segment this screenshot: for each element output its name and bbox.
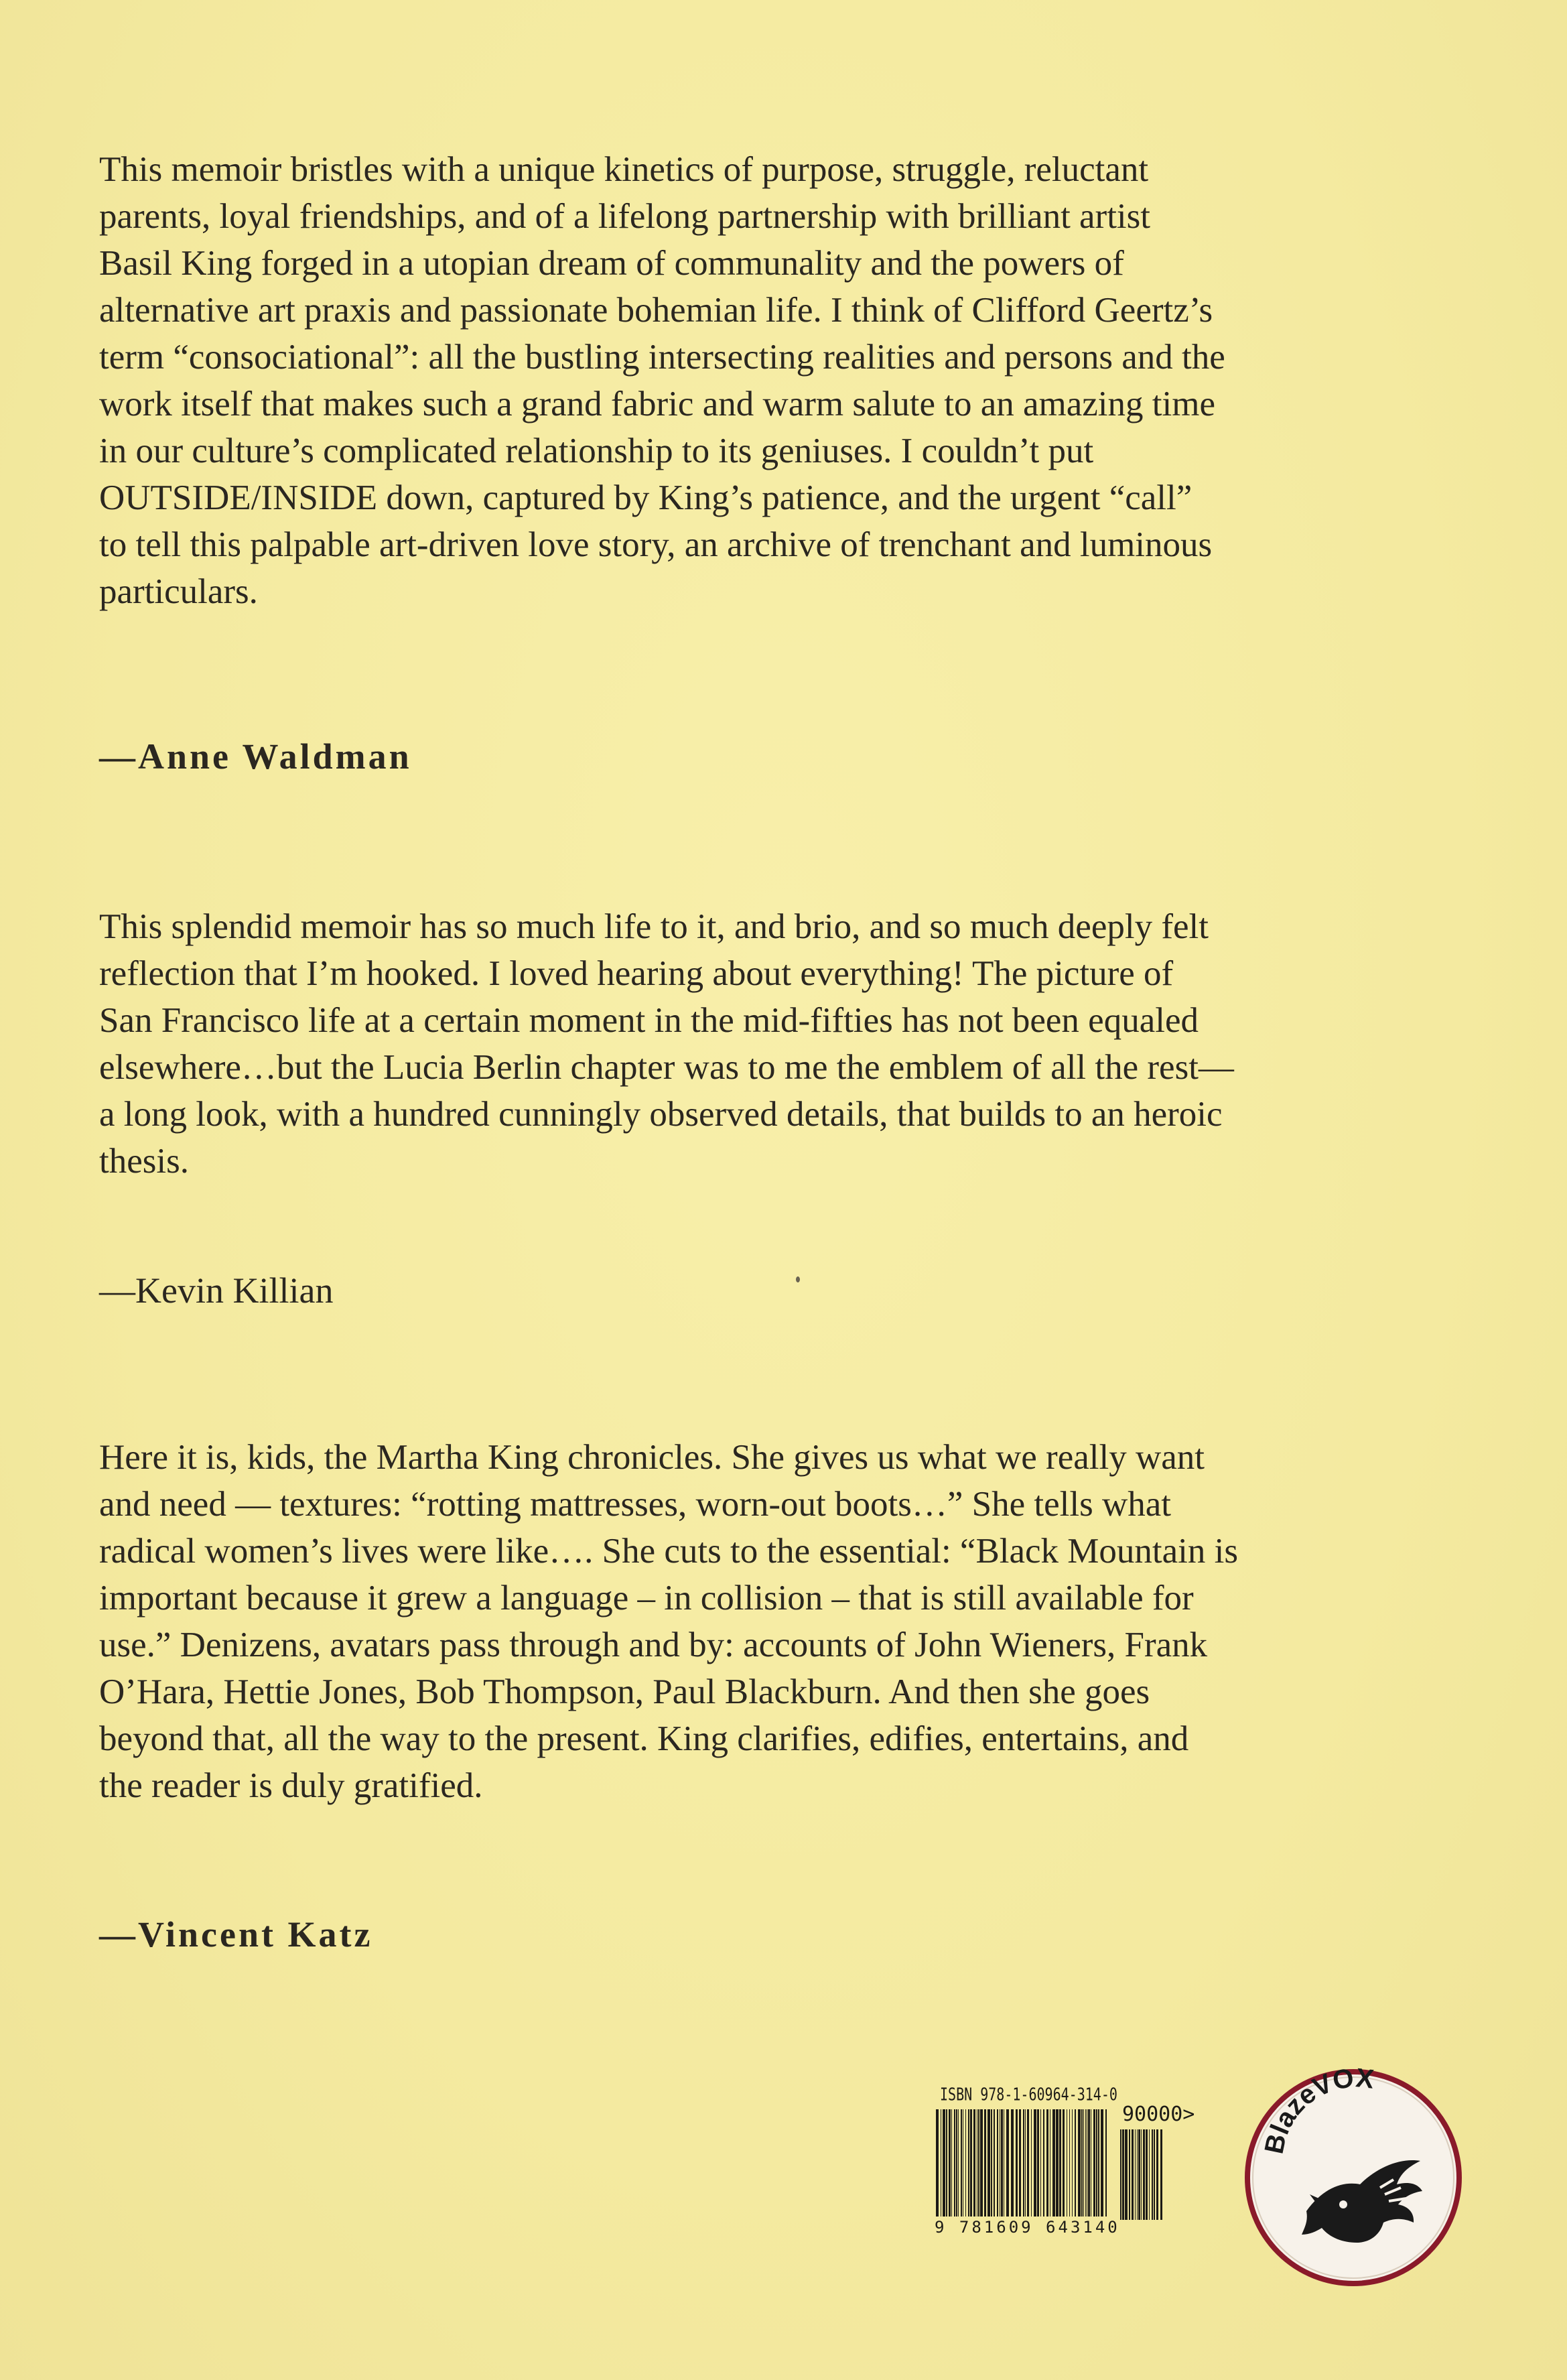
- barcode-bar: [1023, 2109, 1024, 2217]
- barcode-bar: [1154, 2129, 1155, 2220]
- barcode-bar: [1019, 2109, 1021, 2217]
- barcode-bar: [1072, 2109, 1073, 2217]
- blurb-line: the reader is duly gratified.: [99, 1766, 483, 1805]
- barcode-bar: [994, 2109, 995, 2217]
- blurb-line: a long look, with a hundred cunningly observed details, that builds to an heroic: [99, 1095, 1223, 1134]
- barcode-bar: [1125, 2129, 1128, 2220]
- barcode-bar: [1152, 2129, 1153, 2220]
- paper-speck: [796, 1276, 800, 1282]
- barcode-bar: [1056, 2109, 1059, 2217]
- blurb-author: —Anne Waldman: [99, 736, 412, 777]
- blurb-line: to tell this palpable art-driven love story, an archive of trenchant and luminous: [99, 525, 1213, 564]
- addon-barcode-bars: [1119, 2129, 1167, 2220]
- barcode-bar: [1006, 2109, 1009, 2217]
- barcode-bar: [1146, 2129, 1148, 2220]
- barcode-bar: [1069, 2109, 1070, 2217]
- barcode-bar: [1129, 2129, 1130, 2220]
- barcode-bar: [997, 2109, 998, 2217]
- blurb-line: Here it is, kids, the Martha King chronicles. She gives us what we really want: [99, 1438, 1205, 1477]
- blurb-anne-waldman: [99, 146, 1446, 615]
- blurb-line: OUTSIDE/INSIDE down, captured by King’s patience, and the urgent “call”: [99, 478, 1193, 517]
- barcode-bar: [1075, 2109, 1076, 2217]
- barcode-bar: [1034, 2109, 1036, 2217]
- publisher-name: BlazeVOX: [1259, 2067, 1375, 2157]
- blurb-line: reflection that I’m hooked. I loved hearing about everything! The picture of: [99, 954, 1174, 993]
- barcode-bar: [1037, 2109, 1039, 2217]
- barcode-bar: [956, 2109, 957, 2217]
- blurb-line: particulars.: [99, 572, 258, 611]
- barcode-bar: [1096, 2109, 1097, 2217]
- isbn-barcode: [935, 2084, 1243, 2245]
- barcode-bar: [1132, 2129, 1134, 2220]
- barcode-bar: [1043, 2109, 1044, 2217]
- barcode-bar: [1160, 2129, 1162, 2220]
- blurb-line: work itself that makes such a grand fabric and warm salute to an amazing time: [99, 385, 1215, 423]
- blurb-line: important because it grew a language – in collision – that is still available for: [99, 1579, 1194, 1617]
- barcode-bar: [958, 2109, 959, 2217]
- blurb-author: —Kevin Killian: [99, 1270, 334, 1311]
- barcode-digits: 9 781609 643140: [935, 2218, 1120, 2237]
- barcode-bar: [978, 2109, 979, 2217]
- barcode-bar: [1083, 2109, 1084, 2217]
- barcode-bar: [970, 2109, 972, 2217]
- blurb-line: radical women’s lives were like…. She cuts to the essential: “Black Mountain is: [99, 1532, 1239, 1571]
- barcode-bar: [1063, 2109, 1065, 2217]
- barcode-bar: [980, 2109, 983, 2217]
- barcode-bar: [1085, 2109, 1086, 2217]
- blurb-line: San Francisco life at a certain moment in the mid-fifties has not been equaled: [99, 1001, 1199, 1040]
- blurb-line: elsewhere…but the Lucia Berlin chapter was to me the emblem of all the rest—: [99, 1048, 1234, 1087]
- barcode-bar: [1156, 2129, 1158, 2220]
- barcode-bar: [1040, 2109, 1041, 2217]
- blurb-author: —Vincent Katz: [99, 1914, 373, 1955]
- barcode-bar: [1101, 2109, 1103, 2217]
- barcode-bar: [1011, 2109, 1014, 2217]
- blurb-line: This memoir bristles with a unique kinetics of purpose, struggle, reluctant: [99, 150, 1149, 189]
- barcode-bar: [1088, 2109, 1090, 2217]
- price-code: 90000>: [1122, 2103, 1195, 2126]
- barcode-bar: [984, 2109, 986, 2217]
- barcode-bar: [1001, 2109, 1003, 2217]
- blurb-line: in our culture’s complicated relationship to its geniuses. I couldn’t put: [99, 432, 1094, 470]
- blurb-vincent-katz: [99, 1434, 1446, 1809]
- barcode-bar: [991, 2109, 992, 2217]
- barcode-bar: [954, 2109, 955, 2217]
- publisher-logo: [1243, 2067, 1464, 2288]
- barcode-bar: [1093, 2109, 1095, 2217]
- blurb-line: use.” Denizens, avatars pass through and by: accounts of John Wieners, Frank: [99, 1626, 1208, 1664]
- barcode-bar: [1149, 2129, 1150, 2220]
- barcode-bar: [968, 2109, 969, 2217]
- barcode-bar: [936, 2109, 939, 2217]
- barcode-bar: [1143, 2129, 1145, 2220]
- barcode-bar: [1016, 2109, 1018, 2217]
- blurb-line: beyond that, all the way to the present. King clarifies, edifies, entertains, and: [99, 1719, 1189, 1758]
- barcode-bar: [1105, 2109, 1107, 2217]
- barcode-bar: [1137, 2129, 1138, 2220]
- isbn-label: ISBN 978-1-60964-314-0: [940, 2084, 1117, 2105]
- barcode-bar: [1059, 2109, 1061, 2217]
- barcode-bar: [961, 2109, 962, 2217]
- barcode-bar: [965, 2109, 966, 2217]
- blurb-line: O’Hara, Hettie Jones, Bob Thompson, Paul Blackburn. And then she goes: [99, 1672, 1150, 1711]
- blurb-line: Basil King forged in a utopian dream of communality and the powers of: [99, 244, 1124, 283]
- blurb-line: This splendid memoir has so much life to it, and brio, and so much deeply felt: [99, 907, 1209, 946]
- blurb-line: term “consociational”: all the bustling intersecting realities and persons and the: [99, 338, 1225, 377]
- barcode-bar: [1078, 2109, 1081, 2217]
- blurb-kevin-killian: [99, 903, 1446, 1185]
- barcode-bars: [935, 2109, 1110, 2220]
- barcode-bar: [943, 2109, 945, 2217]
- blurb-line: alternative art praxis and passionate bohemian life. I think of Clifford Geertz’s: [99, 291, 1213, 330]
- barcode-bar: [1122, 2129, 1124, 2220]
- barcode-bar: [949, 2109, 951, 2217]
- barcode-bar: [1031, 2109, 1032, 2217]
- barcode-bar: [1135, 2129, 1136, 2220]
- barcode-bar: [951, 2109, 952, 2217]
- barcode-bar: [1025, 2109, 1026, 2217]
- barcode-bar: [1052, 2109, 1055, 2217]
- barcode-bar: [987, 2109, 990, 2217]
- blurb-line: and need — textures: “rotting mattresses, worn-out boots…” She tells what: [99, 1485, 1171, 1524]
- barcode-bar: [1141, 2129, 1142, 2220]
- barcode-bar: [1046, 2109, 1048, 2217]
- blurb-line: parents, loyal friendships, and of a lifelong partnership with brilliant artist: [99, 197, 1151, 236]
- barcode-bar: [1138, 2129, 1140, 2220]
- barcode-bar: [1081, 2109, 1083, 2217]
- barcode-bar: [1027, 2109, 1029, 2217]
- barcode-bar: [946, 2109, 947, 2217]
- blurb-line: thesis.: [99, 1142, 189, 1181]
- barcode-bar: [1098, 2109, 1099, 2217]
- barcode-bar: [973, 2109, 975, 2217]
- barcode-bar: [1120, 2129, 1121, 2220]
